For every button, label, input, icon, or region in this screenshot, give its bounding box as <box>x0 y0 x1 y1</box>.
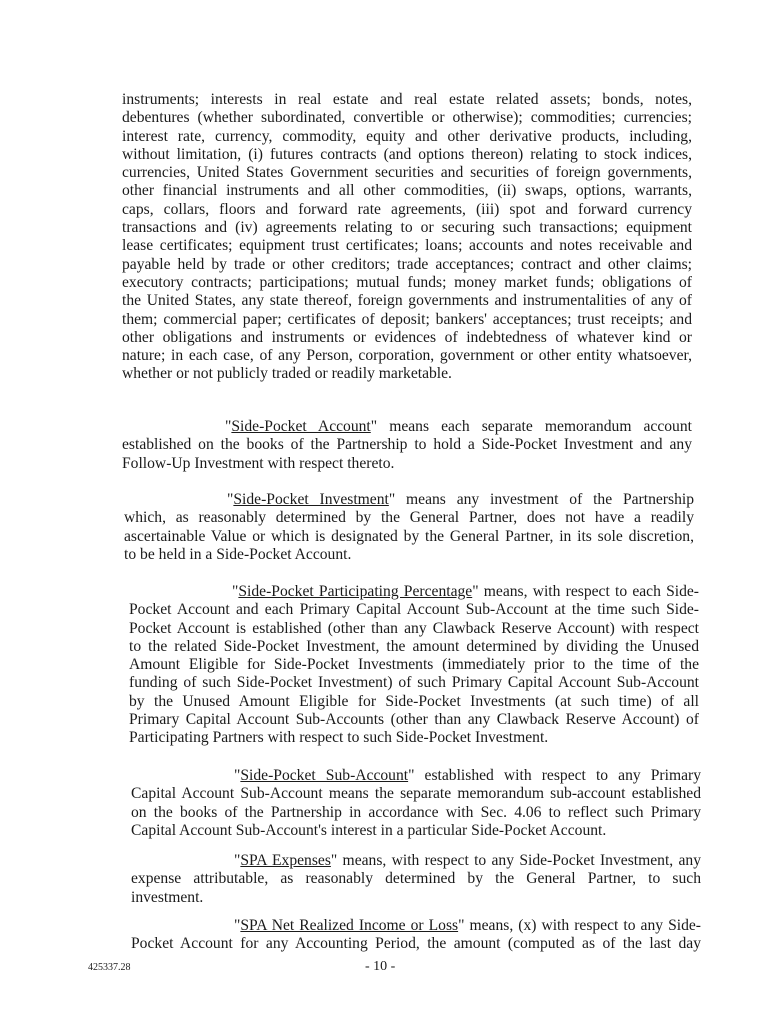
text-line: expense attributable, as reasonably determined by the General Partner, to such <box>131 870 701 888</box>
text-line: to be held in a Side-Pocket Account. <box>124 545 352 563</box>
text-line: funding of such Side-Pocket Investment) of such Primary Capital Account Sub-Account <box>129 674 699 692</box>
text-line: ascertainable Value or which is designated by the General Partner, in its sole discretion, <box>124 527 694 545</box>
text-line: without limitation, (i) futures contracts (and options thereon) relating to stock indices, <box>122 145 692 163</box>
definition-paragraph <box>122 91 692 384</box>
text-line: Follow-Up Investment with respect thereto. <box>122 454 395 472</box>
text-line: Capital Account Sub-Account means the separate memorandum sub-account established <box>131 785 701 803</box>
text-line: "SPA Net Realized Income or Loss" means, (x) with respect to any Side- <box>234 917 701 934</box>
text-line: "Side-Pocket Sub-Account" established with respect to any Primary <box>234 767 701 784</box>
defined-term: Side-Pocket Sub-Account <box>240 767 409 784</box>
document-id: 425337.28 <box>88 962 131 973</box>
definition-paragraph <box>131 852 701 907</box>
line-text: " means, (x) with respect to any Side- <box>458 917 701 934</box>
text-line: the United States, any state thereof, foreign governments and instrumentalities of any of <box>122 292 692 310</box>
text-line: "Side-Pocket Account" means each separate memorandum account <box>225 418 692 435</box>
text-line: "SPA Expenses" means, with respect to any Side-Pocket Investment, any <box>234 852 701 869</box>
line-text: " means each separate memorandum account <box>370 418 692 435</box>
text-line: Pocket Account and each Primary Capital Account Sub-Account at the time such Side- <box>129 601 699 619</box>
page-number: - 10 - <box>365 959 396 974</box>
text-line: other obligations and instruments or evidences of indebtedness of whatever kind or <box>122 328 692 346</box>
text-line: Capital Account Sub-Account's interest in a particular Side-Pocket Account. <box>131 821 607 839</box>
text-line: interest rate, currency, commodity, equity and other derivative products, including, <box>122 127 692 145</box>
text-line: established on the books of the Partnership to hold a Side-Pocket Investment and any <box>122 436 692 454</box>
text-line: nature; in each case, of any Person, corporation, government or other entity whatsoever, <box>122 347 692 365</box>
defined-term: Side-Pocket Investment <box>233 491 389 508</box>
text-line: lease certificates; equipment trust certificates; loans; accounts and notes receivable and <box>122 237 692 255</box>
text-line: them; commercial paper; certificates of deposit; bankers' acceptances; trust receipts; and <box>122 310 692 328</box>
defined-term: SPA Net Realized Income or Loss <box>240 917 459 934</box>
defined-term: Side-Pocket Account <box>231 418 371 435</box>
text-line: debentures (whether subordinated, convertible or otherwise); commodities; currencies; <box>122 109 692 127</box>
text-line: transactions and (iv) agreements relating to or securing such transactions; equipment <box>122 219 692 237</box>
text-line: Amount Eligible for Side-Pocket Investments (immediately prior to the time of the <box>129 656 699 674</box>
text-line: payable held by trade or other creditors; trade acceptances; contract and other claims; <box>122 255 692 273</box>
text-line: Participating Partners with respect to such Side-Pocket Investment. <box>129 729 549 747</box>
definition-paragraph <box>124 491 694 564</box>
defined-term: SPA Expenses <box>240 852 331 869</box>
text-line: investment. <box>131 888 204 906</box>
line-text: " established with respect to any Primary <box>408 767 701 784</box>
line-text: " means any investment of the Partnership <box>388 491 694 508</box>
line-text: " means, with respect to any Side-Pocket Investment, any <box>330 852 701 869</box>
text-line: Primary Capital Account Sub-Accounts (other than any Clawback Reserve Account) of <box>129 711 699 729</box>
text-line: instruments; interests in real estate and real estate related assets; bonds, notes, <box>122 91 692 108</box>
text-line: currencies, United States Government securities and securities of foreign governments, <box>122 164 692 182</box>
definition-paragraph <box>131 767 701 840</box>
text-line: on the books of the Partnership in accordance with Sec. 4.06 to reflect such Primary <box>131 803 701 821</box>
definition-paragraph <box>122 418 692 473</box>
text-line: Pocket Account for any Accounting Period, the amount (computed as of the last day <box>131 935 701 953</box>
text-line: which, as reasonably determined by the General Partner, does not have a readily <box>124 509 694 527</box>
definition-paragraph <box>129 583 699 748</box>
text-line: Pocket Account is established (other than any Clawback Reserve Account) with respect <box>129 619 699 637</box>
definition-paragraph <box>131 917 701 954</box>
text-line: "Side-Pocket Participating Percentage" means, with respect to each Side- <box>232 583 699 600</box>
text-line: "Side-Pocket Investment" means any investment of the Partnership <box>227 491 694 508</box>
text-line: by the Unused Amount Eligible for Side-Pocket Investments (at such time) of all <box>129 692 699 710</box>
text-line: other financial instruments and all other commodities, (ii) swaps, options, warrants, <box>122 182 692 200</box>
defined-term: Side-Pocket Participating Percentage <box>238 583 473 600</box>
text-line: to the related Side-Pocket Investment, the amount determined by dividing the Unused <box>129 637 699 655</box>
text-line: whether or not publicly traded or readily marketable. <box>122 365 452 383</box>
text-line: caps, collars, floors and forward rate agreements, (iii) spot and forward currency <box>122 200 692 218</box>
text-line: executory contracts; participations; mutual funds; money market funds; obligations of <box>122 273 692 291</box>
line-text: " means, with respect to each Side- <box>472 583 699 600</box>
